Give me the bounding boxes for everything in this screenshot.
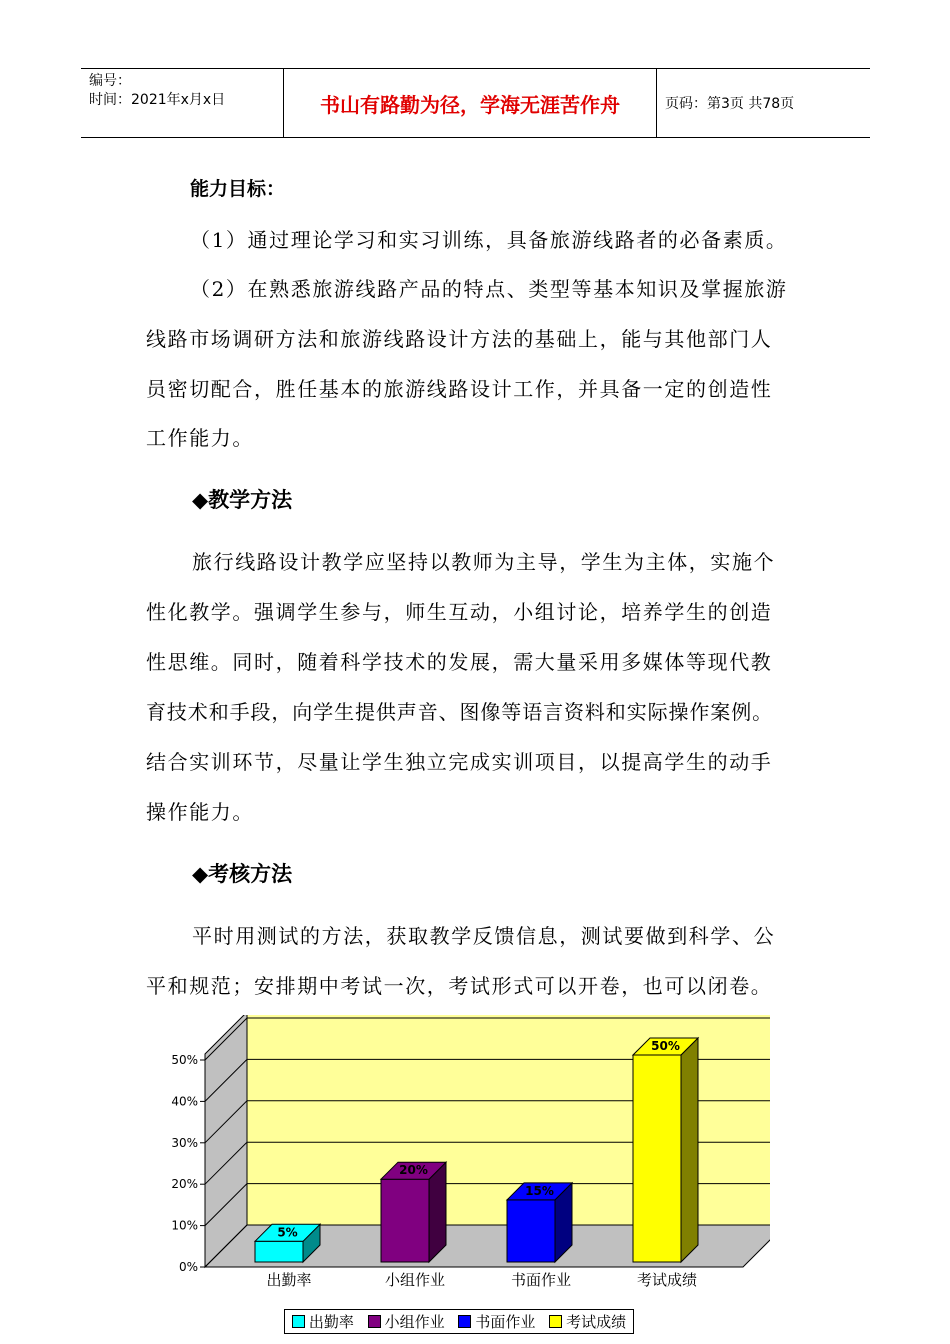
legend-item-written-work	[458, 1311, 535, 1332]
bar-value-label: 5%	[277, 1225, 298, 1240]
x-category-label: 考试成绩	[636, 1271, 698, 1289]
y-tick-label: 30%	[171, 1135, 198, 1150]
y-tick-label: 40%	[171, 1094, 198, 1109]
ability-item-2-line-2: 线路市场调研方法和旅游线路设计方法的基础上，能与其他部门人	[146, 327, 773, 351]
teaching-line-3: 性思维。同时，随着科学技术的发展，需大量采用多媒体等现代教	[146, 650, 773, 674]
chart-legend	[284, 1309, 634, 1334]
y-tick-label: 20%	[171, 1177, 198, 1192]
y-tick-label: 0%	[178, 1260, 198, 1274]
legend-item-exam-score	[549, 1311, 626, 1332]
assessment-line-1: 平时用测试的方法，获取教学反馈信息，测试要做到科学、公	[192, 924, 776, 948]
legend-swatch	[549, 1315, 562, 1328]
legend-label: 考试成绩	[566, 1313, 627, 1331]
legend-label: 书面作业	[475, 1313, 536, 1331]
ability-item-1: （1）通过理论学习和实习训练，具备旅游线路者的必备素质。	[190, 228, 788, 252]
legend-item-attendance	[292, 1311, 354, 1332]
bar-front	[633, 1055, 681, 1262]
page-info: 页码：第3页 共78页	[665, 96, 795, 112]
ability-item-2-line-1: （2）在熟悉旅游线路产品的特点、类型等基本知识及掌握旅游	[190, 277, 788, 301]
header-meta	[81, 69, 283, 137]
bar-value-label: 15%	[525, 1183, 554, 1198]
bar-front	[381, 1179, 429, 1262]
assessment-line-2: 平和规范；安排期中考试一次，考试形式可以开卷，也可以闭卷。	[146, 974, 773, 998]
teaching-line-2: 性化教学。强调学生参与，师生互动，小组讨论，培养学生的创造	[146, 600, 773, 624]
teaching-line-4: 育技术和手段，向学生提供声音、图像等语言资料和实际操作案例。	[146, 700, 773, 724]
bar-value-label: 50%	[651, 1039, 680, 1053]
number-label: 编号：	[89, 73, 131, 89]
page-header	[81, 68, 870, 138]
legend-label: 出勤率	[308, 1313, 354, 1331]
teaching-line-5: 结合实训环节，尽量让学生独立完成实训项目，以提高学生的动手	[146, 750, 773, 774]
ability-item-2-line-3: 员密切配合，胜任基本的旅游线路设计工作，并具备一定的创造性	[146, 377, 773, 401]
legend-swatch	[292, 1315, 305, 1328]
score-weight-chart	[170, 1015, 770, 1305]
bar-front	[507, 1200, 555, 1262]
assessment-heading: ◆考核方法	[192, 862, 293, 886]
ability-heading: 能力目标：	[190, 178, 286, 200]
legend-swatch	[458, 1315, 471, 1328]
plot-side-wall	[205, 1015, 247, 1267]
teaching-line-6: 操作能力。	[146, 800, 254, 824]
legend-label: 小组作业	[384, 1313, 445, 1331]
x-category-label: 出勤率	[266, 1271, 312, 1289]
teaching-line-1: 旅行线路设计教学应坚持以教师为主导，学生为主体，实施个	[192, 550, 776, 574]
teaching-heading: ◆教学方法	[192, 488, 293, 512]
header-motto: 书山有路勤为径，学海无涯苦作舟	[283, 69, 657, 137]
date-label: 时间：2021年x月x日	[89, 92, 226, 108]
x-category-label: 小组作业	[384, 1271, 446, 1289]
y-tick-label: 10%	[171, 1218, 198, 1233]
y-tick-label: 50%	[171, 1053, 198, 1067]
legend-swatch	[368, 1315, 381, 1328]
bar-side	[681, 1038, 698, 1262]
x-category-label: 书面作业	[510, 1271, 572, 1289]
legend-item-group-work	[368, 1311, 445, 1332]
bar-value-label: 20%	[399, 1163, 428, 1178]
ability-item-2-line-4: 工作能力。	[146, 426, 254, 450]
bar-front	[255, 1241, 303, 1262]
